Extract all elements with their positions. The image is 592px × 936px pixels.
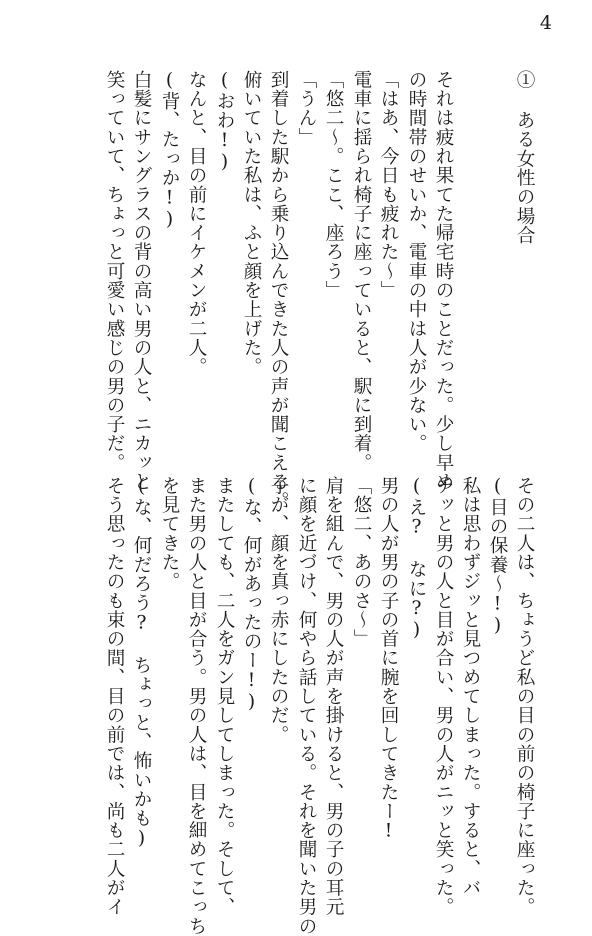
text-line: を見てきた。 bbox=[159, 476, 180, 591]
text-line: (な、何だろう? ちょっと、怖いかも) bbox=[131, 476, 152, 850]
text-line: (え? なに?) bbox=[406, 476, 427, 642]
text-line: (目の保養〜!) bbox=[487, 476, 508, 637]
text-line: 「悠二、あのさ〜」 bbox=[351, 476, 372, 649]
text-line: 「悠二〜。ここ、座ろう」 bbox=[323, 70, 344, 300]
text-line: 「はあ、今日も疲れた〜」 bbox=[378, 70, 399, 300]
text-line: に顔を近づけ、何やら話している。それを聞いた男の bbox=[296, 476, 317, 936]
text-line: 子が、顔を真っ赤にしたのだ。 bbox=[268, 476, 289, 745]
chapter-heading: ① ある女性の場合 bbox=[514, 70, 535, 245]
text-line: 「うん」 bbox=[296, 70, 317, 147]
page-number: 4 bbox=[539, 12, 552, 34]
text-line: その二人は、ちょうど私の目の前の椅子に座った。 bbox=[514, 476, 535, 917]
text-line: 男の人が男の子の首に腕を回してきたー! bbox=[378, 476, 399, 843]
text-line: 電車に揺られ椅子に座っていると、駅に到着。 bbox=[351, 70, 372, 473]
text-line: 笑っていて、ちょっと可愛い感じの男の子だ。 bbox=[104, 70, 125, 473]
text-line: (おわ!) bbox=[214, 70, 235, 173]
text-line: チッと男の人と目が合い、男の人がニッと笑った。 bbox=[433, 476, 454, 917]
text-line: (な、何があったのー!) bbox=[241, 476, 262, 713]
text-line: 白髪にサングラスの背の高い男の人と、ニカッと bbox=[131, 70, 152, 492]
text-line: それは疲れ果てた帰宅時のことだった。少し早め bbox=[433, 70, 454, 492]
text-line: 到着した駅から乗り込んできた人の声が聞こえる。 bbox=[268, 70, 289, 511]
text-line: そう思ったのも束の間、目の前では、尚も二人がイ bbox=[104, 476, 125, 917]
text-line: の時間帯のせいか、電車の中は人が少ない。 bbox=[406, 70, 427, 453]
text-line: (背、たっか!) bbox=[159, 70, 180, 231]
text-line: またしても、二人をガン見してしまった。そして、 bbox=[214, 476, 235, 917]
text-line: 肩を組んで、男の人が声を掛けると、男の子の耳元 bbox=[323, 476, 344, 917]
text-line: 私は思わずジッと見つめてしまった。すると、バ bbox=[460, 476, 481, 898]
text-line: また男の人と目が合う。男の人は、目を細めてこっち bbox=[186, 476, 207, 936]
text-line: 俯いていた私は、ふと顔を上げた。 bbox=[241, 70, 262, 377]
text-line: なんと、目の前にイケメンが二人。 bbox=[186, 70, 207, 377]
